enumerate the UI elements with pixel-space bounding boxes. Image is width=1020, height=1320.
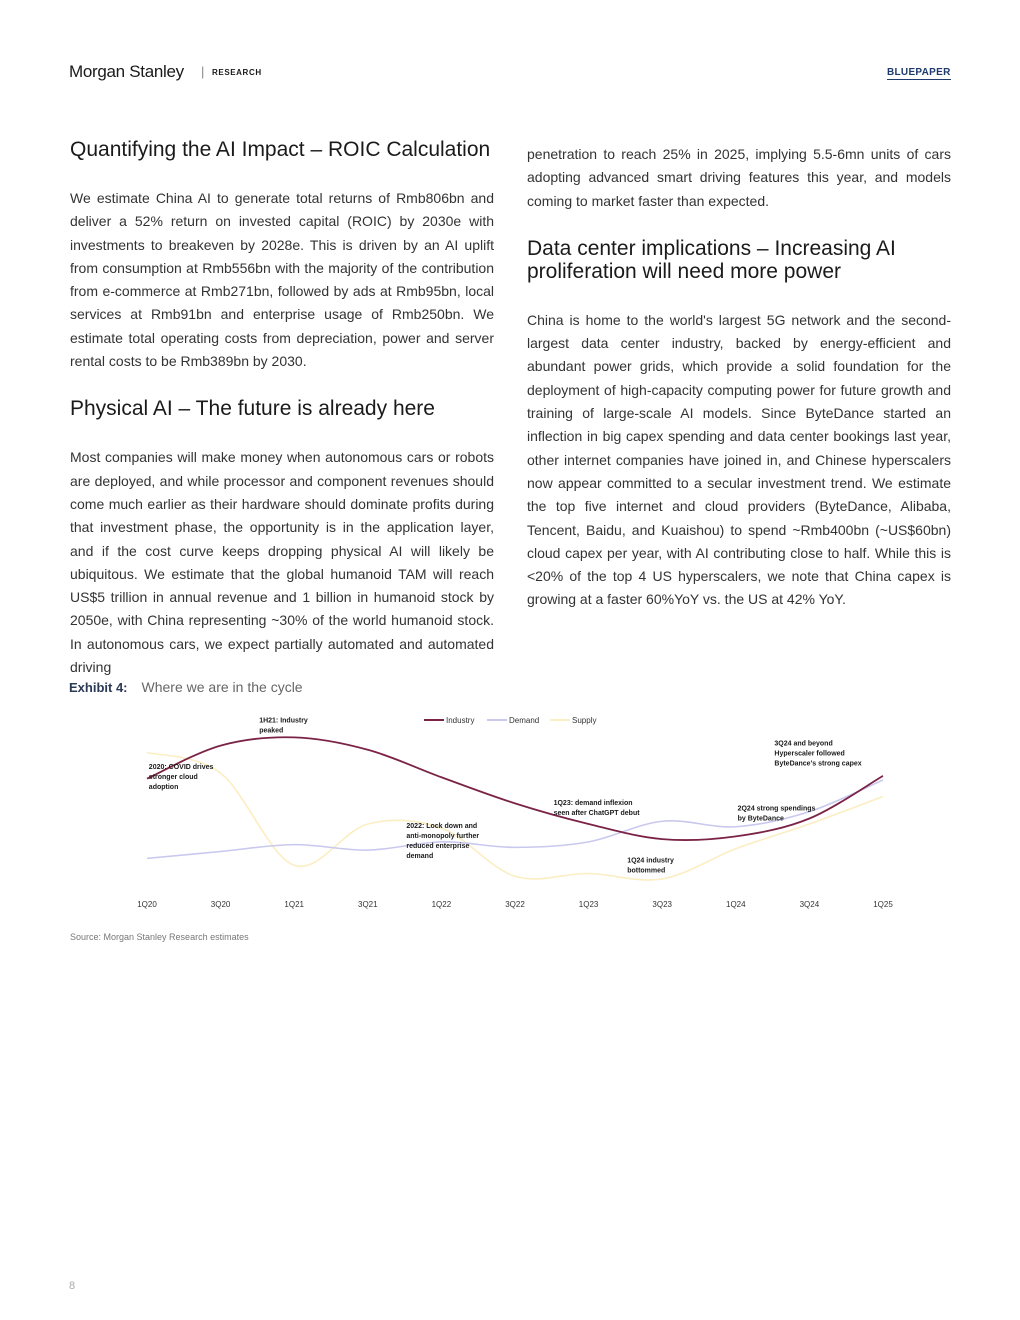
chart-annotation — [554, 800, 641, 817]
source-note: Source: Morgan Stanley Research estimates — [70, 932, 249, 942]
legend-item-demand — [487, 716, 539, 725]
series-line-industry — [147, 737, 883, 840]
x-tick-label: 1Q25 — [873, 900, 893, 909]
annotation-line: bottommed — [627, 867, 666, 875]
annotation-line: demand — [406, 853, 434, 861]
paragraph-data-center: China is home to the world's largest 5G network and the second-largest data center industry, backed by energy-efficient and abundant power grids, which provide a solid foundation for the deployment of high-capacity computing power for future growth and training of large-scale AI models. Since ByteDance started an inflection in big capex spending and data center bookings last year, other internet companies have joined in, and Chinese hyperscalers now appear committed to a secular investment trend. We estimate the top five internet and cloud providers (ByteDance, Alibaba, Tencent, Baidu, and Kuaishou) to spend ~Rmb400bn (~US$60bn) cloud capex per year, with AI contributing close to half. While this is <20% of the top 4 US hyperscalers, we note that China capex is growing at a faster 60%YoY vs. the US at 42% YoY. — [527, 311, 951, 608]
annotation-line: Hyperscaler followed — [774, 750, 845, 758]
chart-annotation — [627, 858, 674, 875]
header-bluepaper-label: BLUEPAPER — [887, 67, 951, 78]
annotation-line: 1Q24 industry — [627, 857, 674, 865]
annotation-line: reduced enterprise — [406, 843, 470, 851]
x-tick-label: 3Q23 — [652, 900, 672, 909]
legend-label: Supply — [572, 716, 597, 725]
x-tick-label: 1Q21 — [284, 900, 304, 909]
annotation-line: by ByteDance — [737, 815, 784, 823]
section-heading-data-center: Data center implications – Increasing AI proliferation will need more power — [527, 236, 896, 283]
x-tick-label: 1Q20 — [137, 900, 157, 909]
x-tick-label: 3Q21 — [358, 900, 378, 909]
left-column — [70, 138, 494, 679]
x-tick-label: 3Q20 — [210, 900, 231, 909]
paragraph-continuation: penetration to reach 25% in 2025, implying 5.5-6mn units of cars adopting advanced smart driving features this year, and models coming to market faster than expected. — [527, 146, 951, 209]
paragraph-physical-ai: Most companies will make money when autonomous cars or robots are deployed, and while processor and component revenues should come much earlier as their hardware should dominate profits during that investment phase, the opportunity is in the application layer, and if the cost curve keeps dropping physical AI will likely be ubiquitous. We estimate that the global humanoid TAM will reach US$5 trillion in annual revenue and 1 billion in humanoid stock by 2050e, with China representing ~30% of the world humanoid stock. In autonomous cars, we expect partially automated and automated driving — [70, 449, 494, 676]
section-heading-physical-ai: Physical AI – The future is already here — [70, 397, 435, 421]
legend-item-industry — [424, 716, 474, 725]
exhibit-title: Where we are in the cycle — [141, 679, 303, 695]
chart-annotation — [259, 717, 308, 734]
annotation-line: 1Q23: demand inflexion — [553, 799, 633, 807]
annotation-line: peaked — [259, 727, 284, 735]
chart-annotation — [149, 764, 214, 791]
page-number: 8 — [69, 1280, 76, 1292]
x-tick-label: 1Q22 — [431, 900, 452, 909]
paragraph-roic: We estimate China AI to generate total returns of Rmb806bn and deliver a 52% return on invested capital (ROIC) by 2030e with investments to breakeven by 2028e. This is driven by an AI uplift from consumption at Rmb556bn with the majority of the contribution from e-commerce at Rmb271bn, followed by ads at Rmb95bn, local services at Rmb91bn and enterprise usage of Rmb250bn. We estimate total operating costs from depreciation, power and server rental costs to be Rmb389bn by 2030. — [70, 190, 494, 370]
annotation-line: 2Q24 strong spendings — [737, 805, 816, 813]
x-tick-label: 3Q24 — [799, 900, 820, 909]
header-separator: | — [201, 64, 205, 79]
header-research-label: RESEARCH — [212, 68, 262, 77]
chart-annotation — [774, 741, 861, 768]
x-tick-label: 3Q22 — [505, 900, 525, 909]
annotation-line: 2022: Lock down and — [406, 823, 478, 831]
cycle-chart-svg — [60, 705, 960, 920]
legend-label: Demand — [509, 716, 540, 725]
annotation-line: anti-monopoly further — [406, 833, 480, 841]
section-heading-roic: Quantifying the AI Impact – ROIC Calculation — [70, 138, 491, 161]
legend-item-supply — [550, 716, 596, 725]
x-tick-label: 1Q23 — [578, 900, 599, 909]
x-tick-label: 1Q24 — [726, 900, 746, 909]
annotation-line: stronger cloud — [148, 774, 198, 781]
annotation-line: adoption — [148, 784, 179, 791]
cycle-chart — [60, 705, 960, 920]
annotation-line: seen after ChatGPT debut — [553, 809, 640, 817]
right-column — [527, 143, 951, 612]
exhibit-caption — [69, 679, 303, 695]
annotation-line: 2020: COVID drives — [148, 764, 214, 771]
annotation-line: 3Q24 and beyond — [774, 740, 833, 748]
annotation-line: 1H21: Industry — [259, 717, 308, 725]
header-logo: Morgan Stanley — [69, 62, 184, 81]
annotation-line: ByteDance's strong capex — [774, 760, 862, 768]
legend-label: Industry — [446, 716, 475, 725]
exhibit-label: Exhibit 4: — [69, 680, 128, 695]
